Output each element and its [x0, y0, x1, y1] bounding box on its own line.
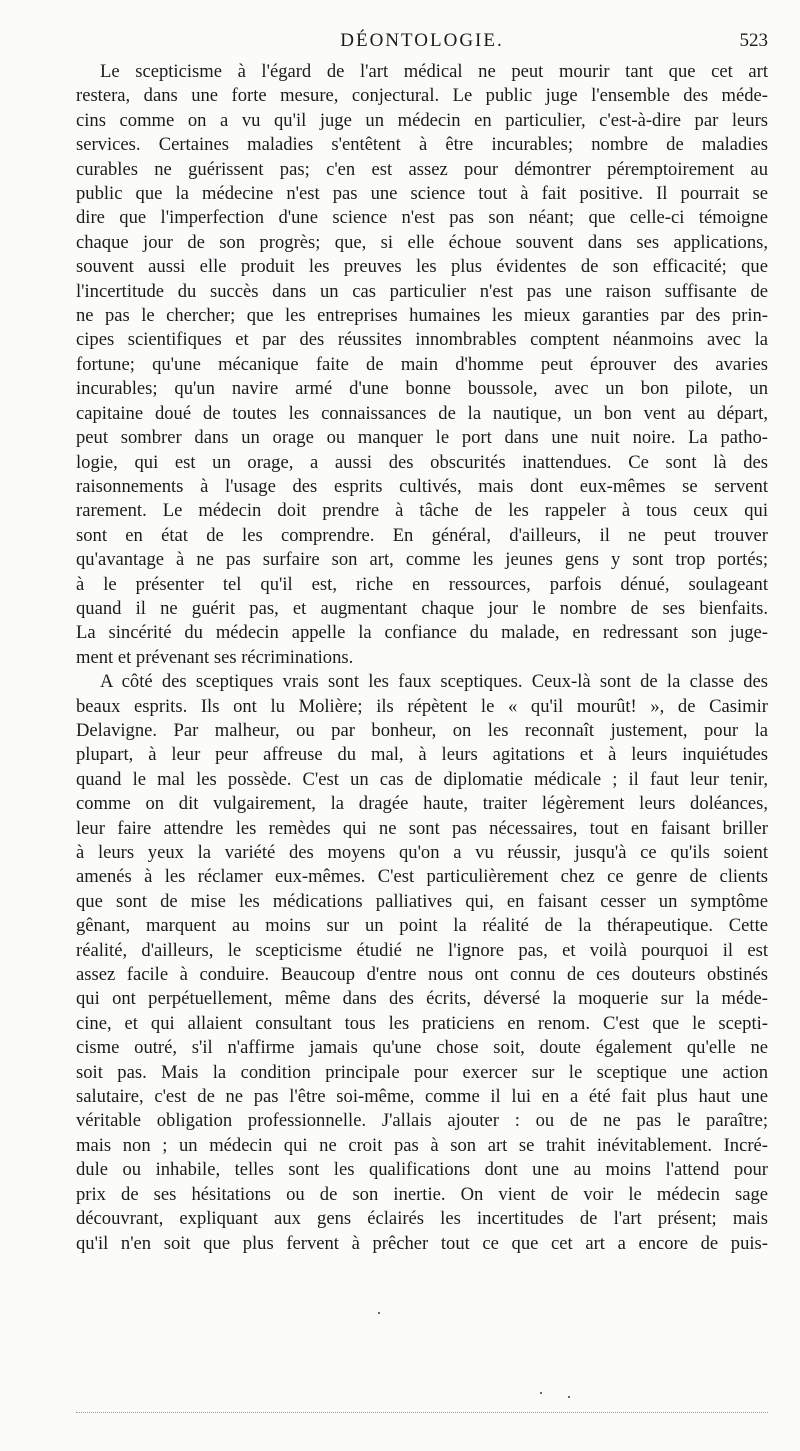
page-number: 523 — [739, 30, 768, 51]
text-line: capitaine doué de toutes les connaissances de la nautique, un bon vent au départ, — [76, 402, 768, 424]
text-line: quand le mal les possède. C'est un cas de diplomatie médicale ; il faut leur tenir, — [76, 768, 768, 790]
text-line: que sont de mise les médications palliatives qui, en faisant cesser un symptôme — [76, 890, 768, 912]
text-line: mais non ; un médecin qui ne croit pas à son art se trahit inévitablement. Incré- — [76, 1134, 768, 1156]
text-line: incurables; qu'un navire armé d'une bonne boussole, avec un bon pilote, un — [76, 378, 768, 400]
text-line: à leurs yeux la variété des moyens qu'on a vu réussir, jusqu'à ce qu'ils soient — [76, 842, 768, 863]
print-speck — [540, 1392, 542, 1394]
text-line: découvrant, expliquant aux gens éclairés les incertitudes de l'art présent; mais — [76, 1208, 768, 1230]
text-line: plupart, à leur peur affreuse du mal, à leurs agitations et à leurs inquiétudes — [76, 744, 768, 766]
text-line: amenés à les réclamer eux-mêmes. C'est particulièrement chez ce genre de clients — [76, 866, 768, 888]
text-line: leur faire attendre les remèdes qui ne sont pas nécessaires, tout en faisant briller — [76, 817, 768, 839]
text-line: comme on dit vulgairement, la dragée haute, traiter légèrement leurs doléances, — [76, 793, 768, 815]
text-line: réalité, d'ailleurs, le scepticisme étudié ne l'ignore pas, et voilà pourquoi il est — [76, 939, 768, 961]
text-line: rarement. Le médecin doit prendre à tâche de les rappeler à tous ceux qui — [76, 500, 768, 522]
page-bottom-rule — [76, 1412, 768, 1413]
text-line: l'incertitude du succès dans un cas particulier n'est pas une raison suffisante de — [76, 280, 768, 302]
text-line: raisonnements à l'usage des esprits cultivés, mais dont eux-mêmes se servent — [76, 475, 768, 497]
text-line: chaque jour de son progrès; que, si elle échoue souvent dans ses applications, — [76, 231, 768, 253]
text-line: peut sombrer dans un orage ou manquer le port dans une nuit noire. La patho- — [76, 427, 768, 449]
text-line: quand il ne guérit pas, et augmentant chaque jour le nombre de ses bienfaits. — [76, 597, 768, 619]
text-line: public que la médecine n'est pas une science tout à fait positive. Il pourrait se — [76, 183, 768, 205]
running-title: DÉONTOLOGIE. — [340, 30, 504, 51]
text-line: dire que l'imperfection d'une science n'est pas son néant; que celle-ci témoigne — [76, 207, 768, 229]
print-speck — [568, 1396, 570, 1398]
text-line: logie, qui est un orage, a aussi des obscurités inattendues. Ce sont là des — [76, 451, 768, 473]
text-line: services. Certaines maladies s'entêtent à être incurables; nombre de maladies — [76, 134, 768, 156]
text-line: ne pas le chercher; que les entreprises humaines les mieux garanties par des prin- — [76, 305, 768, 327]
text-line: beaux esprits. Ils ont lu Molière; ils répètent le « qu'il mourût! », de Casimir — [76, 695, 768, 717]
text-line: dule ou inhabile, telles sont les qualifications dont une au moins l'attend pour — [76, 1159, 768, 1181]
text-line: A côté des sceptiques vrais sont les faux sceptiques. Ceux-là sont de la classe des — [100, 671, 768, 693]
text-line: La sincérité du médecin appelle la confiance du malade, en redressant son juge- — [76, 622, 768, 644]
text-line: qui ont perpétuellement, même dans des écrits, déversé la moquerie sur la méde- — [76, 988, 768, 1010]
text-line: Delavigne. Par malheur, ou par bonheur, on les reconnaît justement, pour la — [76, 719, 768, 741]
text-line: souvent aussi elle produit les preuves les plus évidentes de son efficacité; que — [76, 256, 768, 278]
text-line: restera, dans une forte mesure, conjectural. Le public juge l'ensemble des méde- — [76, 85, 768, 107]
body-text — [76, 60, 768, 1256]
text-line: assez facile à conduire. Beaucoup d'entre nous ont connu de ces douteurs obstinés — [76, 964, 768, 986]
text-line: Le scepticisme à l'égard de l'art médical ne peut mourir tant que cet art — [100, 61, 768, 82]
text-line: qu'avantage à ne pas surfaire son art, comme les jeunes gens y sont trop portés; — [76, 549, 768, 571]
print-speck — [378, 1312, 380, 1314]
text-line: qu'il n'en soit que plus fervent à prêcher tout ce que cet art a encore de puis- — [76, 1232, 768, 1254]
text-line: cins comme on a vu qu'il juge un médecin en particulier, c'est-à-dire par leurs — [76, 109, 768, 131]
text-line: sont en état de les comprendre. En général, d'ailleurs, il ne peut trouver — [76, 524, 768, 546]
text-line: prix de ses hésitations ou de son inertie. On vient de voir le médecin sage — [76, 1183, 768, 1205]
text-line: fortune; qu'une mécanique faite de main d'homme peut éprouver des avaries — [76, 353, 768, 375]
text-line: ment et prévenant ses récriminations. — [76, 646, 354, 668]
text-line: curables ne guérissent pas; c'en est assez pour démontrer péremptoirement au — [76, 158, 768, 180]
page-header — [76, 30, 768, 56]
text-line: cine, et qui allaient consultant tous les praticiens en renom. C'est que le scepti- — [76, 1012, 768, 1034]
text-line: salutaire, c'est de ne pas l'être soi-même, comme il lui en a été fait plus haut une — [76, 1086, 768, 1108]
text-line: soit pas. Mais la condition principale pour exercer sur le sceptique une action — [76, 1061, 768, 1083]
text-line: cipes scientifiques et par des réussites innombrables comptent néanmoins avec la — [76, 329, 768, 351]
text-line: cisme outré, s'il n'affirme jamais qu'une chose soit, doute également qu'elle ne — [76, 1037, 768, 1059]
text-line: gênant, marquent au moins sur un point la réalité de la thérapeutique. Cette — [76, 915, 768, 937]
text-line: véritable obligation professionnelle. J'allais ajouter : ou de ne pas le paraître; — [76, 1110, 768, 1132]
text-line: à le présenter tel qu'il est, riche en ressources, parfois dénué, soulageant — [76, 573, 768, 595]
